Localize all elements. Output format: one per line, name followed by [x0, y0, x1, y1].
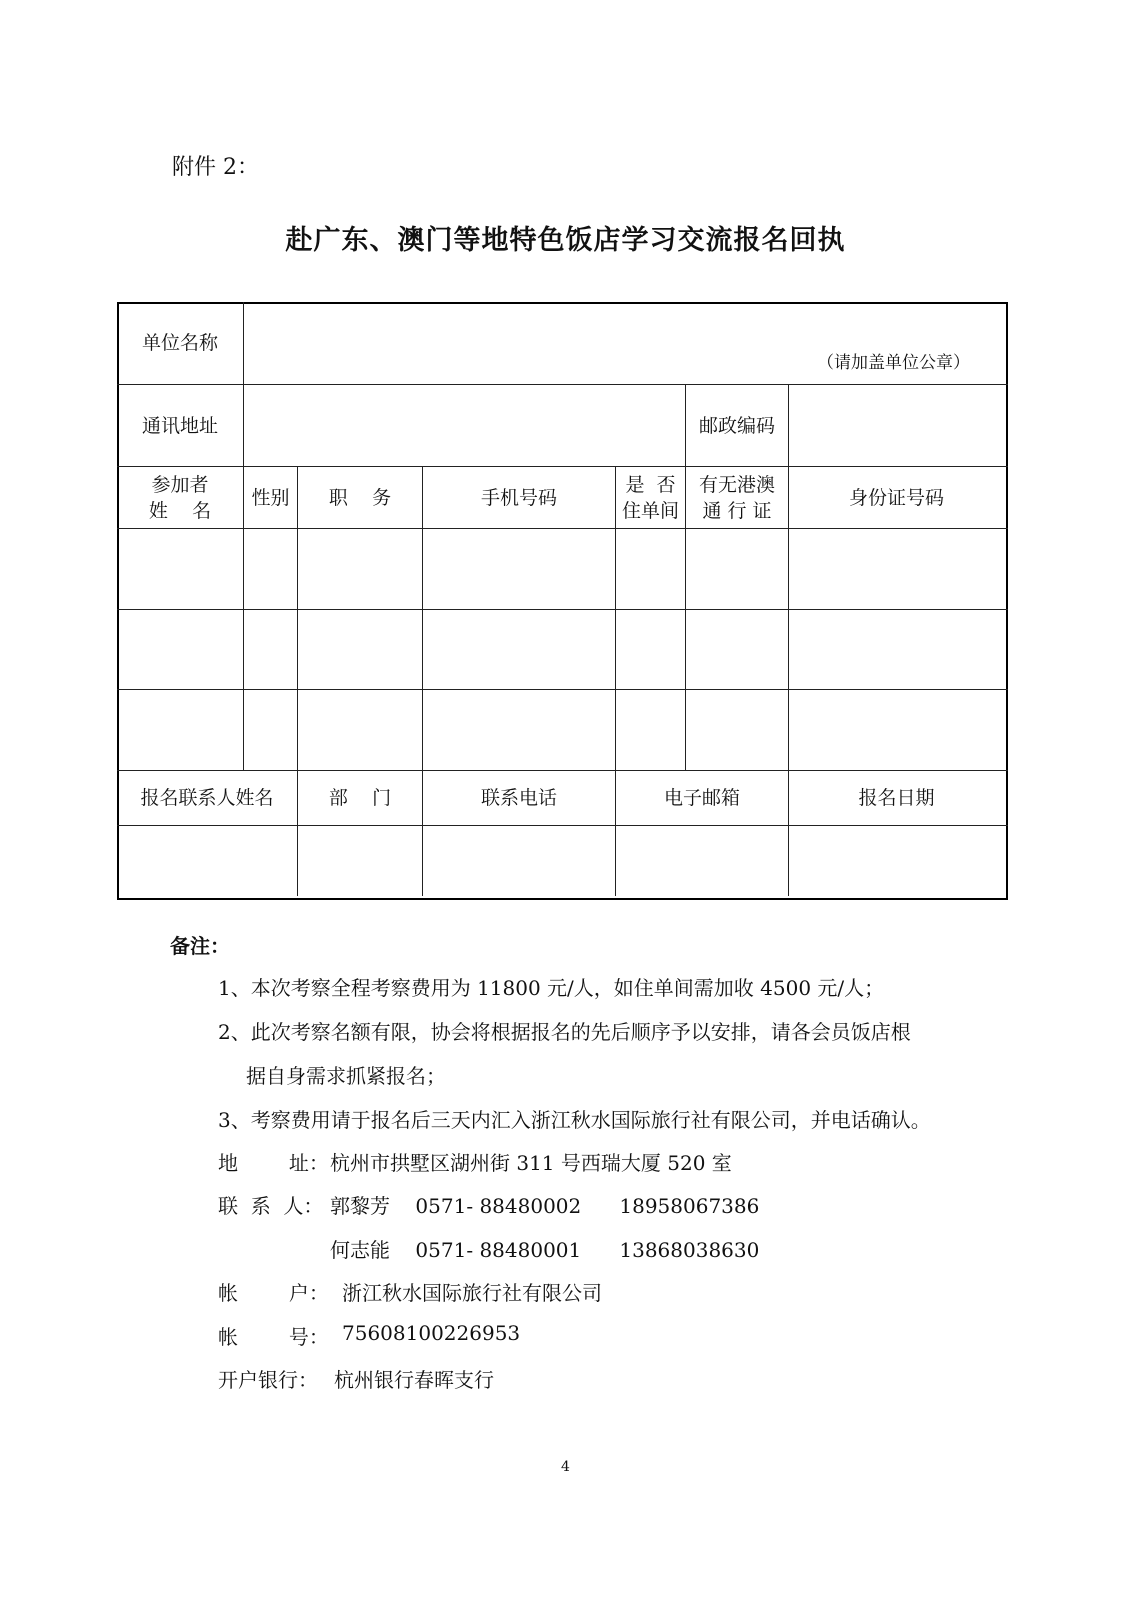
address-field[interactable]	[244, 385, 685, 466]
contact-person-2: 何志能 0571- 88480001 13868038630	[330, 1238, 760, 1262]
contact-person-1: 郭黎芳 0571- 88480002 18958067386	[330, 1194, 760, 1218]
address-value: 杭州市拱墅区湖州街 311 号西瑞大厦 520 室	[330, 1151, 732, 1175]
participant-position-input[interactable]	[298, 690, 422, 770]
page-number: 4	[561, 1459, 570, 1475]
remark-item-3: 3、考察费用请于报名后三天内汇入浙江秋水国际旅行社有限公司，并电话确认。	[218, 1108, 931, 1132]
registration-date-header: 报名日期	[858, 787, 935, 809]
participant-single-room-input[interactable]	[616, 529, 685, 609]
participant-id-input[interactable]	[789, 690, 1004, 770]
email-input[interactable]	[616, 826, 788, 896]
unit-name-label: 单位名称	[141, 332, 218, 354]
remark-item-2-line-1: 2、此次考察名额有限，协会将根据报名的先后顺序予以安排，请各会员饭店根	[218, 1020, 911, 1044]
participant-position-input[interactable]	[298, 529, 422, 609]
remark-item-1: 1、本次考察全程考察费用为 11800 元/人，如住单间需加收 4500 元/人；	[218, 976, 885, 1000]
department-header: 部 门	[328, 787, 392, 809]
registration-form-table	[117, 302, 1008, 900]
postcode-label: 邮政编码	[698, 414, 775, 437]
participant-mobile-input[interactable]	[423, 690, 615, 770]
account-name-value: 浙江秋水国际旅行社有限公司	[342, 1281, 602, 1305]
participant-permit-input[interactable]	[686, 690, 788, 770]
bank-value: 杭州银行春晖支行	[334, 1368, 494, 1392]
remark-item-2-line-2: 据自身需求抓紧报名；	[246, 1064, 446, 1088]
account-number-value: 75608100226953	[342, 1321, 521, 1345]
participant-id-input[interactable]	[789, 610, 1004, 689]
remarks-heading: 备注：	[170, 934, 230, 958]
account-name-label: 帐 户：	[218, 1281, 329, 1305]
participant-mobile-input[interactable]	[423, 610, 615, 689]
page-title: 赴广东、澳门等地特色饭店学习交流报名回执	[285, 225, 846, 256]
participant-name-input[interactable]	[117, 690, 243, 770]
mobile-header: 手机号码	[480, 486, 557, 509]
contact-name-input[interactable]	[117, 826, 297, 896]
single-room-header: 是 否 住单间	[621, 473, 679, 522]
contacts-label: 联 系 人：	[218, 1194, 324, 1218]
participant-gender-input[interactable]	[244, 529, 297, 609]
attachment-label: 附件 2：	[172, 155, 259, 180]
gender-header: 性别	[251, 486, 290, 509]
participant-single-room-input[interactable]	[616, 610, 685, 689]
address-label-text: 地 址：	[218, 1151, 329, 1175]
participant-gender-input[interactable]	[244, 610, 297, 689]
account-number-label: 帐 号：	[218, 1325, 329, 1349]
department-input[interactable]	[298, 826, 422, 896]
participant-position-input[interactable]	[298, 610, 422, 689]
participant-name-header: 参加者 姓 名	[148, 473, 212, 522]
position-header: 职 务	[328, 486, 392, 509]
participant-id-input[interactable]	[789, 529, 1004, 609]
participant-permit-input[interactable]	[686, 529, 788, 609]
permit-header: 有无港澳 通 行 证	[698, 473, 775, 522]
id-number-header: 身份证号码	[848, 486, 944, 509]
postcode-field[interactable]	[789, 385, 1004, 466]
participant-name-input[interactable]	[117, 529, 243, 609]
participant-single-room-input[interactable]	[616, 690, 685, 770]
bank-label: 开户银行：	[218, 1368, 318, 1392]
participant-mobile-input[interactable]	[423, 529, 615, 609]
registration-date-input[interactable]	[789, 826, 1004, 896]
participant-name-input[interactable]	[117, 610, 243, 689]
participant-gender-input[interactable]	[244, 690, 297, 770]
stamp-note: （请加盖单位公章）	[817, 353, 970, 373]
address-label: 通讯地址	[141, 414, 218, 437]
contact-phone-header: 联系电话	[480, 787, 557, 809]
contact-phone-input[interactable]	[423, 826, 615, 896]
participant-permit-input[interactable]	[686, 610, 788, 689]
contact-name-header: 报名联系人姓名	[140, 787, 274, 809]
email-header: 电子邮箱	[663, 787, 740, 809]
